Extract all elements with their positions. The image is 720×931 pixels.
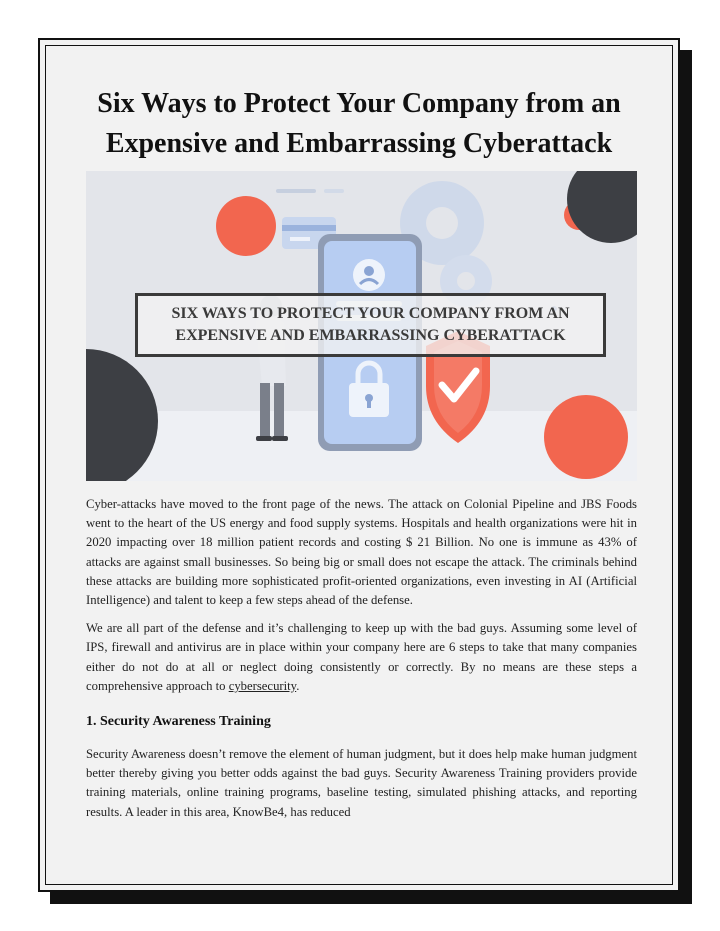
title-line-1: Six Ways to Protect Your Company from an [97,88,621,119]
banner-line-1: SIX WAYS TO PROTECT YOUR COMPANY FROM AN [171,305,570,322]
section-1-paragraph: Security Awareness doesn’t remove the element of human judgment, but it does help make human judgment better thereby giving you better odds against the bad guys. Security Awareness Training providers provide training materials, online training programs, baseline testing, simulated phishing attacks, and reporting results. A leader in this area, KnowBe4, has reduced [86,747,637,819]
cybersecurity-link[interactable]: cybersecurity [228,678,297,693]
title-line-2: Expensive and Embarrassing Cyberattack [105,128,613,159]
decor-circle-red-large [544,395,628,479]
paragraph-1: Cyber-attacks have moved to the front page of the news. The attack on Colonial Pipeline and JBS Foods went to the heart of the US energy and food supply systems. Hospitals and health organizations were hit in 2020 impacting over 18 million patient records and costing $ 21 Billion. No one is immune as 43% of attacks are against small businesses. So being big or small does not escape the attack. The criminals behind these attacks are building more sophisticated profit-oriented organizations, even investing in AI (Artificial Intelligence) and talent to keep a few steps ahead of the defense. [86,497,637,608]
paragraph-2-text: We are all part of the defense and it’s challenging to keep up with the bad guys. Assuming some level of IPS, firewall and antivirus are in place within your company here are 6 steps to take that many companies either do not do at all or neglect doing consistently or correctly. By no means are these steps a comprehensive approach to [86,621,637,693]
decor-circle-red [216,196,276,256]
decor-circle-dark [567,171,637,243]
paragraph-2 [86,619,637,696]
article-body [86,495,637,831]
page-title [64,84,654,164]
banner-line-2: EXPENSIVE AND EMBARRASSING CYBERATTACK [175,327,566,344]
hero-banner [135,293,606,357]
section-1-heading: 1. Security Awareness Training [86,714,271,730]
paragraph-2-end: . [296,678,300,693]
